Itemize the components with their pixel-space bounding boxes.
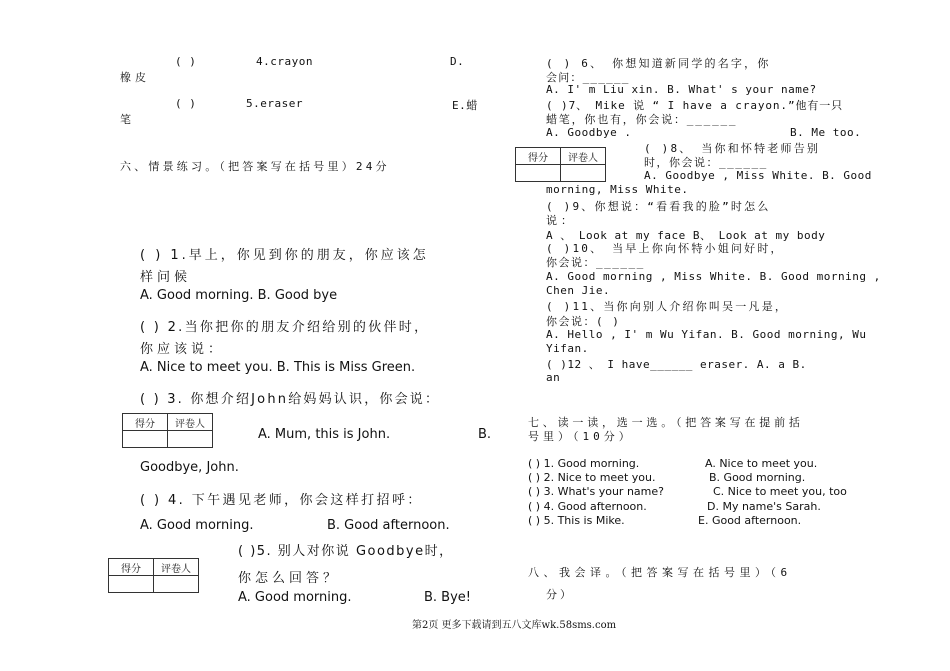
match-right-a: A. Nice to meet you. xyxy=(705,457,818,470)
question-9-text: ( )9、你想说：“看看我的脸”时怎么 xyxy=(546,200,771,213)
question-11-text-cont: 你会说：( ) xyxy=(546,315,621,328)
question-1-options: A. Good morning. B. Good bye xyxy=(140,288,338,303)
question-7-option-b: B. Me too. xyxy=(790,126,862,139)
question-5-option-b: B. Bye! xyxy=(424,590,472,605)
question-6-text-cont: 会问：______ xyxy=(546,71,630,84)
section-7-title: 七、读一读，选一选。（把答案写在提前括 xyxy=(528,416,804,429)
match-right-b: B. Good morning. xyxy=(709,471,806,484)
question-11-options: A. Hello , I' m Wu Yifan. B. Good morning, Wu xyxy=(546,328,867,341)
question-10-options: A. Good morning , Miss White. B. Good morning , xyxy=(546,270,881,283)
vocab-4-option: D. xyxy=(450,55,465,68)
question-8-options-cont: morning, Miss White. xyxy=(546,183,689,196)
question-10-text-cont: 你会说：______ xyxy=(546,256,645,269)
question-1-text-cont: 样问候 xyxy=(140,270,192,285)
question-12-text: ( )12 、 I have______ eraser. A. a B. xyxy=(546,358,807,371)
vocab-4-item: 4.crayon xyxy=(256,55,313,68)
match-right-d: D. My name's Sarah. xyxy=(707,500,821,513)
question-3-text: ( ) 3. 你想介绍John给妈妈认识，你会说： xyxy=(140,392,441,407)
score-label: 得分 xyxy=(123,414,168,431)
vocab-4-paren[interactable]: ( ) xyxy=(175,55,197,68)
grader-label: 评卷人 xyxy=(168,414,213,431)
question-11-text: ( )11、当你向别人介绍你叫吴一凡是， xyxy=(546,300,789,313)
question-8-text: ( )8、 当你和怀特老师告别 xyxy=(644,142,821,155)
match-left-3: ( ) 3. What's your name? xyxy=(528,485,664,498)
section-8-title-cont: 分） xyxy=(546,588,574,601)
question-7-text-cont: 蜡笔，你也有，你会说：______ xyxy=(546,113,738,126)
section-6-title: 六、情景练习。（把答案写在括号里）24分 xyxy=(120,160,390,173)
question-2-text: ( ) 2.当你把你的朋友介绍给别的伙伴时， xyxy=(140,320,430,335)
vocab-5-paren[interactable]: ( ) xyxy=(175,97,197,110)
question-2-text-cont: 你应该说： xyxy=(140,342,226,357)
grader-cell[interactable] xyxy=(561,165,606,182)
question-9-text-cont: 说： xyxy=(546,214,576,227)
question-10-options-cont: Chen Jie. xyxy=(546,284,611,297)
grader-label: 评卷人 xyxy=(561,148,606,165)
question-10-text: ( )10、 当早上你向怀特小姐问好时， xyxy=(546,242,784,255)
question-3-option-a: A. Mum, this is John. xyxy=(258,427,391,442)
question-1-text: ( ) 1.早上，你见到你的朋友，你应该怎 xyxy=(140,248,429,263)
match-left-4: ( ) 4. Good afternoon. xyxy=(528,500,647,513)
question-11-options-cont: Yifan. xyxy=(546,342,589,355)
score-label: 得分 xyxy=(109,559,154,576)
score-box-1 xyxy=(122,413,213,448)
question-5-option-a: A. Good morning. xyxy=(238,590,352,605)
score-cell[interactable] xyxy=(123,431,168,448)
score-box-2 xyxy=(108,558,199,593)
score-box-3 xyxy=(515,147,606,182)
vocab-5-option: E.蜡 xyxy=(452,99,478,112)
match-left-1: ( ) 1. Good morning. xyxy=(528,457,640,470)
section-8-title: 八、我会译。（把答案写在括号里）（6 xyxy=(528,566,792,579)
question-2-options: A. Nice to meet you. B. This is Miss Green. xyxy=(140,360,416,375)
question-4-option-b: B. Good afternoon. xyxy=(327,518,450,533)
vocab-5-meaning: 笔 xyxy=(120,113,132,126)
grader-cell[interactable] xyxy=(168,431,213,448)
question-8-options: A. Goodbye , Miss White. B. Good xyxy=(644,169,872,182)
question-3-option-b-text: Goodbye, John. xyxy=(140,460,239,475)
question-6-options: A. I' m Liu xin. B. What' s your name? xyxy=(546,83,817,96)
score-cell[interactable] xyxy=(109,576,154,593)
match-right-e: E. Good afternoon. xyxy=(698,514,802,527)
question-4-text: ( ) 4. 下午遇见老师，你会这样打招呼： xyxy=(140,493,423,508)
question-4-option-a: A. Good morning. xyxy=(140,518,254,533)
page-footer: 第2页 更多下载请到五八文库wk.58sms.com xyxy=(412,620,617,631)
question-5-text: ( )5. 别人对你说 Goodbye时， xyxy=(238,544,454,559)
question-8-text-cont: 时，你会说：______ xyxy=(644,156,768,169)
question-7-text: ( )7、 Mike 说 “ I have a crayon.”他有一只 xyxy=(546,99,844,112)
vocab-5-item: 5.eraser xyxy=(246,97,303,110)
score-cell[interactable] xyxy=(516,165,561,182)
section-7-title-cont: 号里）（10分） xyxy=(528,430,634,443)
question-12-text-cont: an xyxy=(546,371,561,384)
question-6-text: ( ) 6、 你想知道新同学的名字，你 xyxy=(546,57,771,70)
score-label: 得分 xyxy=(516,148,561,165)
match-right-c: C. Nice to meet you, too xyxy=(713,485,847,498)
question-7-option-a: A. Goodbye . xyxy=(546,126,632,139)
question-5-text-cont: 你怎么回答？ xyxy=(238,571,341,586)
match-left-5: ( ) 5. This is Mike. xyxy=(528,514,625,527)
question-3-option-b: B. xyxy=(478,427,492,442)
vocab-4-meaning: 橡皮 xyxy=(120,71,150,84)
question-9-options: A 、 Look at my face B、 Look at my body xyxy=(546,229,826,242)
grader-cell[interactable] xyxy=(154,576,199,593)
grader-label: 评卷人 xyxy=(154,559,199,576)
match-left-2: ( ) 2. Nice to meet you. xyxy=(528,471,656,484)
